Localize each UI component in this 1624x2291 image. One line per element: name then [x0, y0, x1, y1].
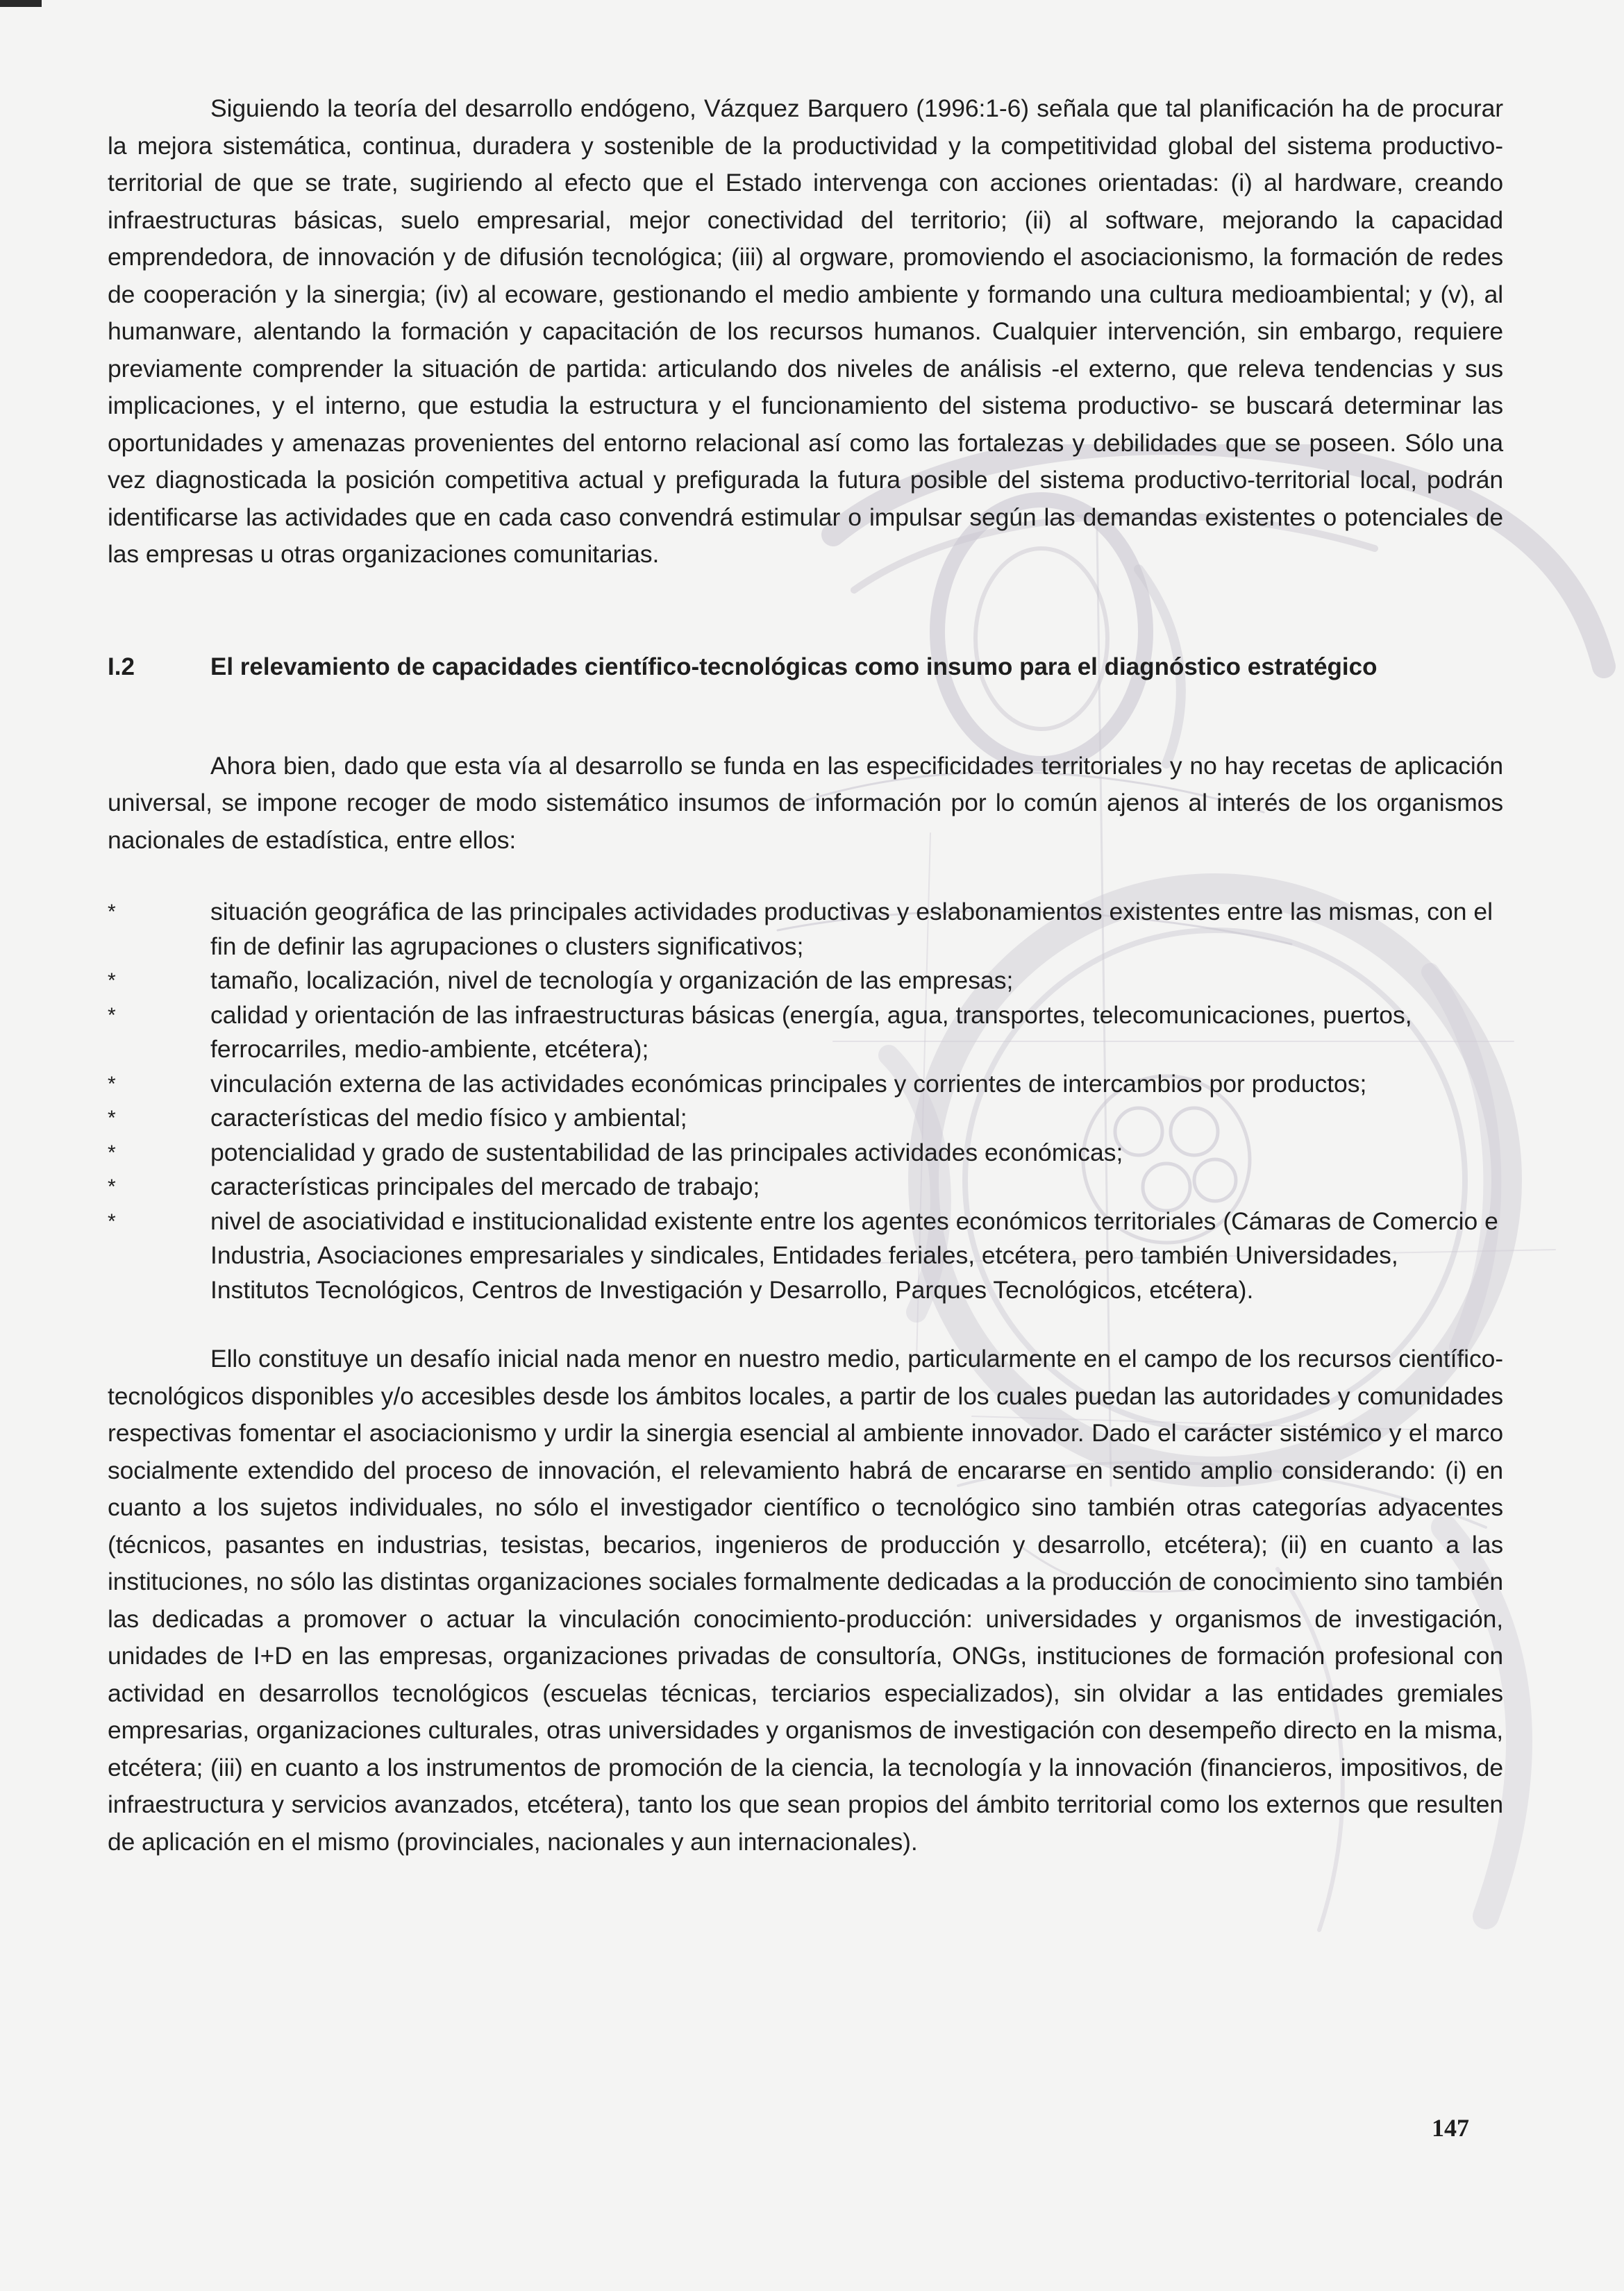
- list-item-text: potencialidad y grado de sustentabilidad de las principales actividades económicas;: [210, 1138, 1123, 1166]
- list-item: [108, 1067, 1503, 1102]
- list-item: [108, 1101, 1503, 1136]
- list-item: [108, 1205, 1503, 1308]
- list-item: [108, 895, 1503, 964]
- list-item-text: situación geográfica de las principales actividades productivas y eslabonamientos existentes entre las mismas, con el fin de definir las agrupaciones o clusters significativos;: [210, 898, 1493, 960]
- bullet-marker: *: [108, 900, 116, 923]
- list-item: [108, 1170, 1503, 1205]
- list-item-text: nivel de asociatividad e institucionalidad existente entre los agentes económicos territoriales (Cámaras de Comercio e Industria, Asociaciones empresariales y sindicales, Entidades feriales, etcétera, pero también Universidades, Institutos Tecnológicos, Centros de Investigación y Desarrollo, Parques Tecnológicos, etcétera).: [210, 1207, 1498, 1304]
- section-number: I.2: [108, 653, 135, 680]
- list-item: [108, 1136, 1503, 1170]
- section-heading: [108, 648, 1503, 685]
- paragraph-intro: Siguiendo la teoría del desarrollo endógeno, Vázquez Barquero (1996:1-6) señala que tal planificación ha de procurar la mejora sistemática, continua, duradera y sostenible de la productividad y la competitividad global del sistema productivo-territorial de que se trate, sugiriendo al efecto que el Estado intervenga con acciones orientadas: (i) al hardware, creando infraestructuras básicas, suelo empresarial, mejor conectividad del territorio; (ii) al software, mejorando la capacidad emprendedora, de innovación y de difusión tecnológica; (iii) al orgware, promoviendo el asociacionismo, la formación de redes de cooperación y la sinergia; (iv) al ecoware, gestionando el medio ambiente y formando una cultura medioambiental; y (v), al humanware, alentando la formación y capacitación de los recursos humanos. Cualquier intervención, sin embargo, requiere previamente comprender la situación de partida: articulando dos niveles de análisis -el externo, que releva tendencias y sus implicaciones, y el interno, que estudia la estructura y el funcionamiento del sistema productivo- se buscará determinar las oportunidades y amenazas provenientes del entorno relacional así como las fortalezas y debilidades que se poseen. Sólo una vez diagnosticada la posición competitiva actual y prefigurada la futura posible del sistema productivo-territorial local, podrán identificarse las actividades que en cada caso convendrá estimular o impulsar según las demandas existentes o potenciales de las empresas u otras organizaciones comunitarias.: [108, 94, 1503, 568]
- scan-edge-mark: [0, 0, 42, 7]
- page-content: [108, 90, 1503, 1861]
- paragraph-inputs: Ahora bien, dado que esta vía al desarrollo se funda en las especificidades territoriales y no hay recetas de aplicación universal, se impone recoger de modo sistemático insumos de información por lo común ajenos al interés de los organismos nacionales de estadística, entre ellos:: [108, 751, 1503, 854]
- section-title: El relevamiento de capacidades científico-tecnológicas como insumo para el diagnóstico estratégico: [210, 653, 1378, 680]
- list-item-text: vinculación externa de las actividades económicas principales y corrientes de intercambios por productos;: [210, 1069, 1367, 1098]
- list-item-text: calidad y orientación de las infraestructuras básicas (energía, agua, transportes, telecomunicaciones, puertos, ferrocarriles, medio-ambiente, etcétera);: [210, 1000, 1412, 1063]
- paragraph-challenge: Ello constituye un desafío inicial nada menor en nuestro medio, particularmente en el campo de los recursos científico-tecnológicos disponibles y/o accesibles desde los ámbitos locales, a partir de los cuales puedan las autoridades y comunidades respectivas fomentar el asociacionismo y urdir la sinergia esencial al ambiente innovador. Dado el carácter sistémico y el marco socialmente extendido del proceso de innovación, el relevamiento habrá de encararse en sentido amplio considerando: (i) en cuanto a los sujetos individuales, no sólo el investigador científico o tecnológico sino también otras categorías adyacentes (técnicos, pasantes en industrias, tesistas, becarios, ingenieros de producción y desarrollo, etcétera); (ii) en cuanto a las instituciones, no sólo las distintas organizaciones sociales formalmente dedicadas a la producción de conocimiento sino también las dedicadas a promover o actuar la vinculación conocimiento-producción: universidades y organismos de investigación, unidades de I+D en las empresas, organizaciones privadas de consultoría, ONGs, instituciones de formación profesional con actividad en desarrollos tecnológicos (escuelas técnicas, terciarios especializados), sin olvidar a las entidades gremiales empresarias, organizaciones culturales, otras universidades y organismos de investigación con desempeño directo en la misma, etcétera; (iii) en cuanto a los instrumentos de promoción de la ciencia, la tecnología y la innovación (financieros, impositivos, de infraestructura y servicios avanzados, etcétera), tanto los que sean propios del ámbito territorial como los externos que resulten de aplicación en el mismo (provinciales, nacionales y aun internacionales).: [108, 1345, 1503, 1856]
- bullet-marker: *: [108, 1107, 116, 1130]
- bullet-marker: *: [108, 1175, 116, 1198]
- bullet-marker: *: [108, 1072, 116, 1096]
- bullet-marker: *: [108, 1003, 116, 1027]
- bullet-marker: *: [108, 1209, 116, 1233]
- list-item: [108, 998, 1503, 1067]
- list-item: [108, 964, 1503, 998]
- bullet-list: [108, 895, 1503, 1307]
- list-item-text: características del medio físico y ambiental;: [210, 1104, 687, 1132]
- list-item-text: características principales del mercado de trabajo;: [210, 1173, 760, 1200]
- list-item-text: tamaño, localización, nivel de tecnología y organización de las empresas;: [210, 966, 1014, 994]
- page-number: 147: [1432, 2114, 1469, 2142]
- bullet-marker: *: [108, 969, 116, 992]
- bullet-marker: *: [108, 1141, 116, 1164]
